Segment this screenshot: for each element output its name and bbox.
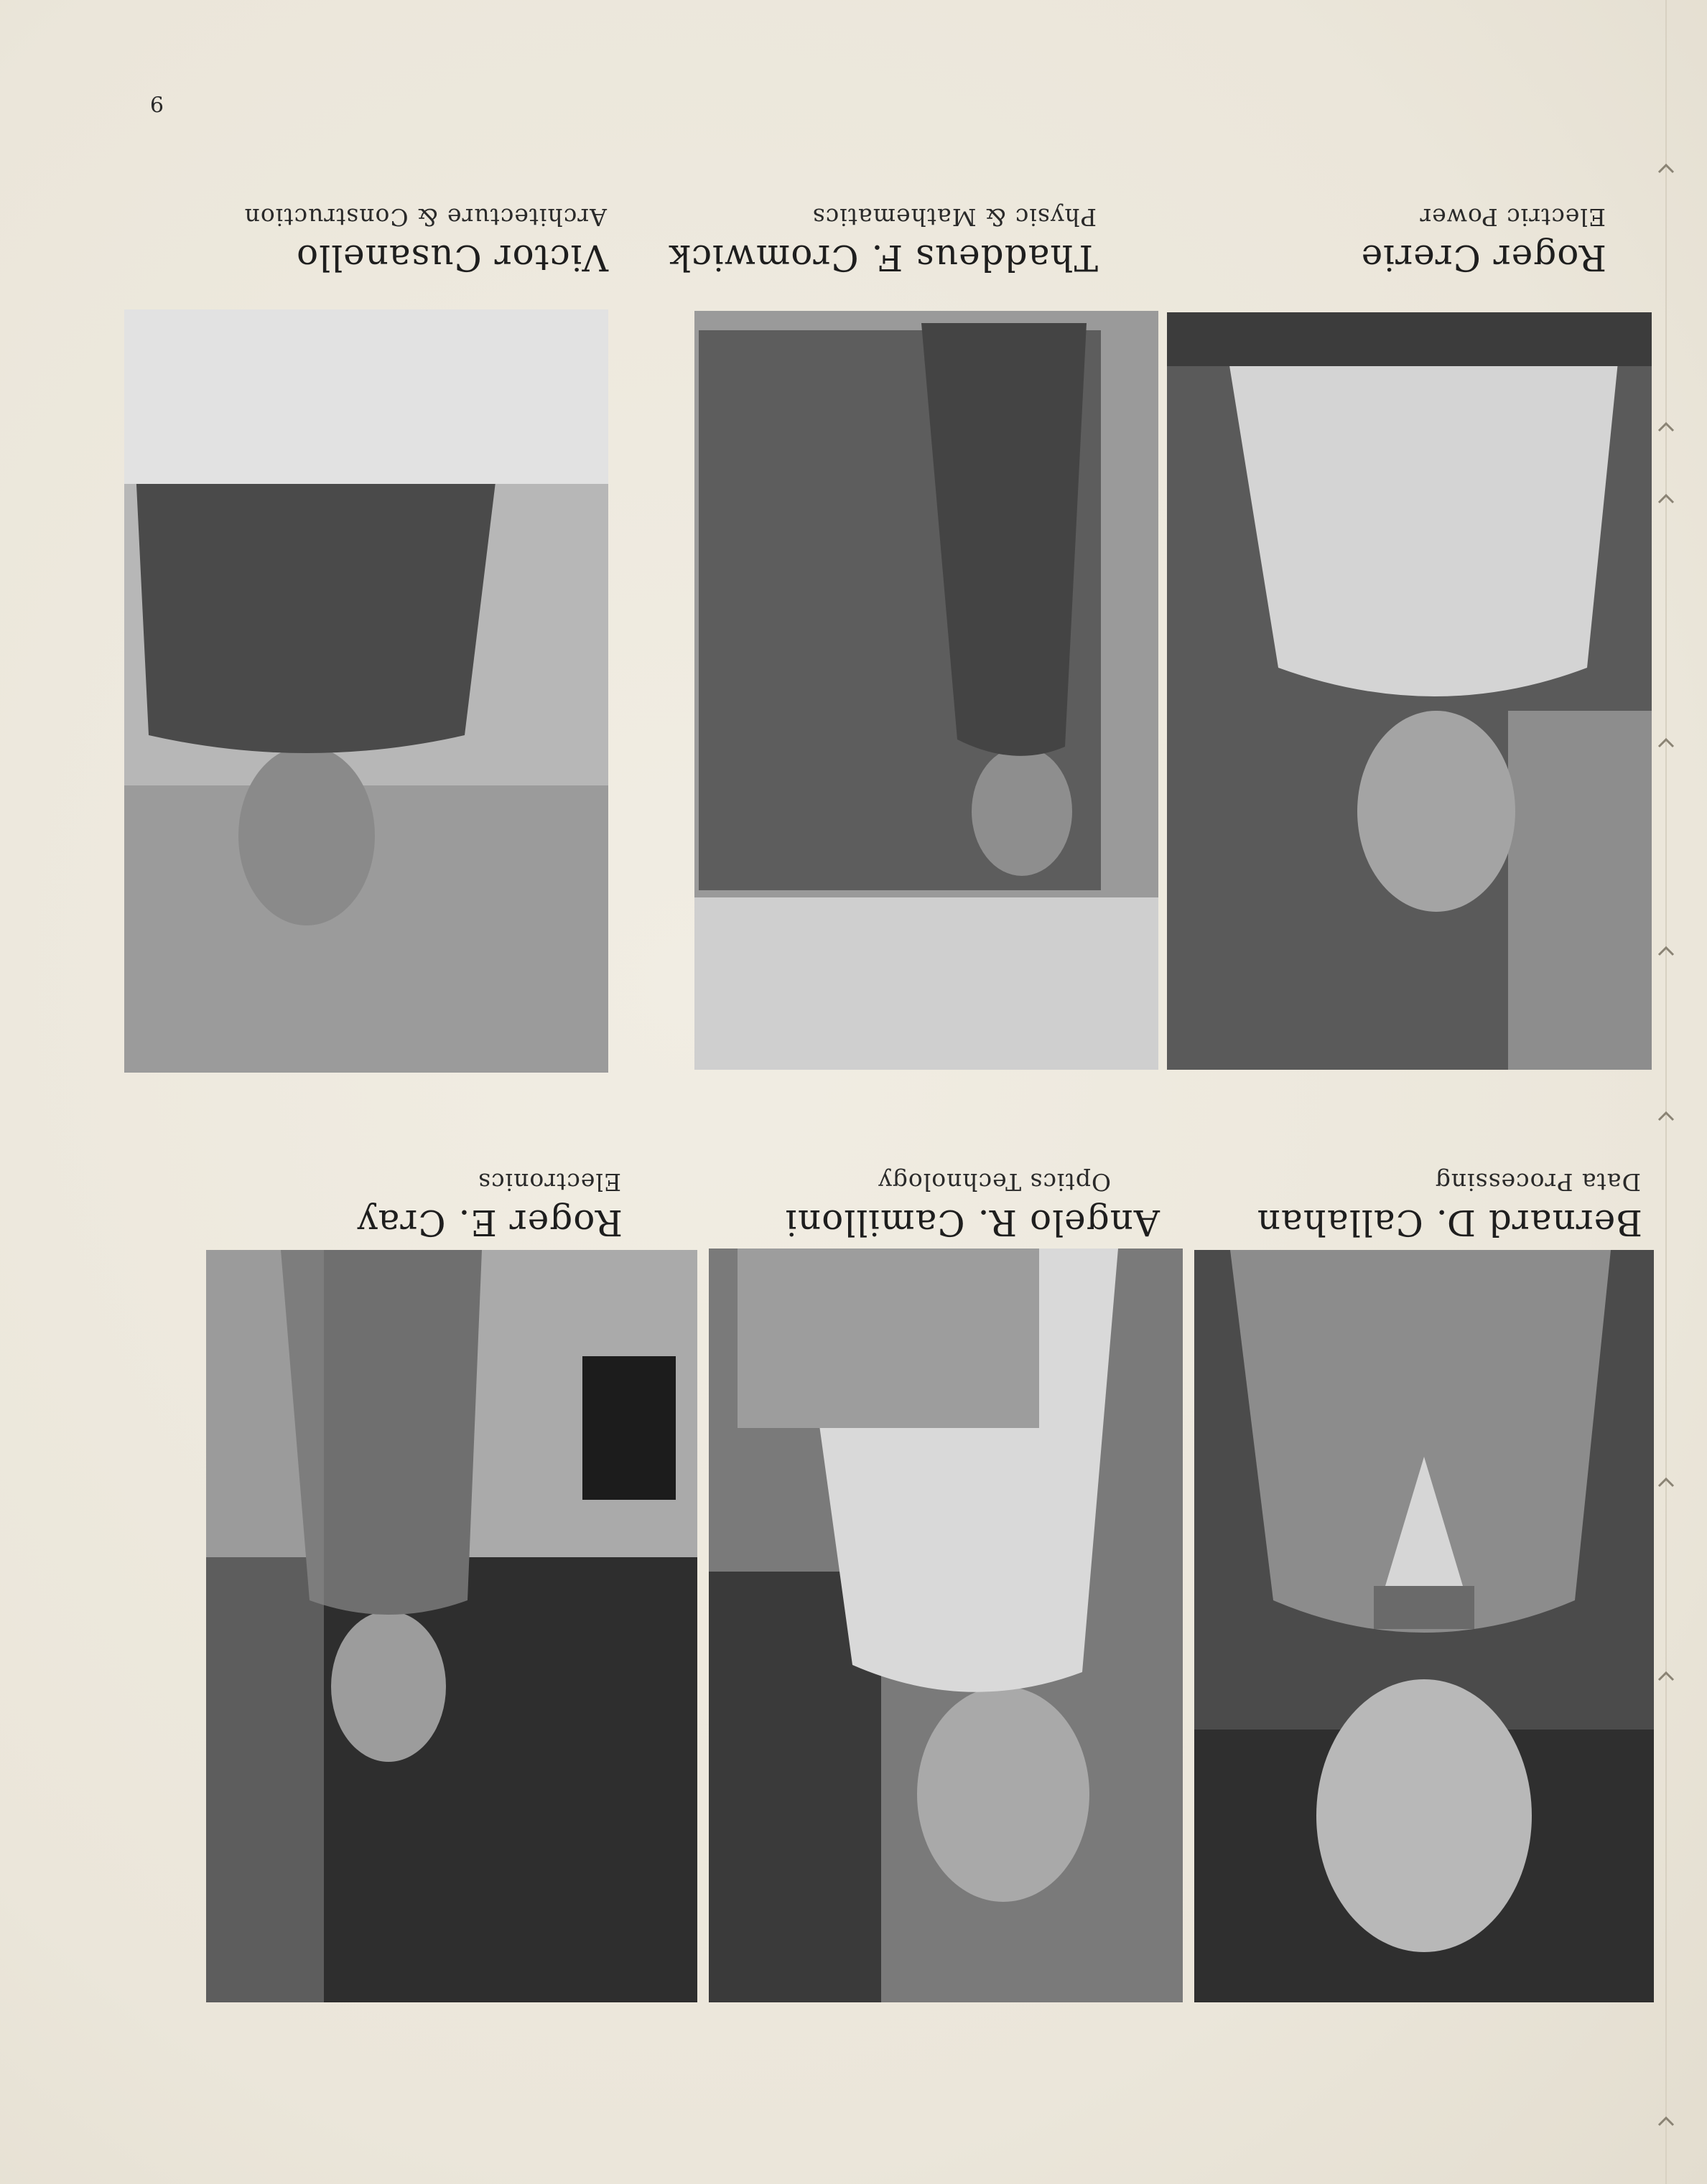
- faculty-department: Physic & Mathematics: [811, 203, 1097, 231]
- faculty-department: Optics Technology: [878, 1168, 1111, 1196]
- faculty-name: Bernard D. Callahan: [1256, 1202, 1642, 1243]
- faculty-name: Thaddeus F. Cromwick: [668, 237, 1098, 279]
- faculty-photo: [1167, 312, 1652, 1070]
- faculty-name: Victor Cusanello: [295, 237, 608, 279]
- faculty-photo: [124, 309, 608, 1073]
- faculty-department: Data Processing: [1434, 1168, 1641, 1196]
- faculty-name: Roger E. Cray: [356, 1202, 623, 1243]
- faculty-name: Angelo R. Camilloni: [784, 1202, 1160, 1243]
- faculty-department: Electronics: [478, 1168, 621, 1196]
- faculty-department: Architecture & Construction: [243, 203, 607, 231]
- faculty-photo: [206, 1250, 697, 2002]
- faculty-photo: [709, 1249, 1183, 2002]
- faculty-department: Electric Power: [1419, 203, 1606, 231]
- page-number: 9: [149, 90, 164, 116]
- faculty-photo: [1194, 1250, 1654, 2002]
- faculty-name: Roger Crerie: [1360, 237, 1606, 279]
- faculty-photo: [694, 311, 1158, 1070]
